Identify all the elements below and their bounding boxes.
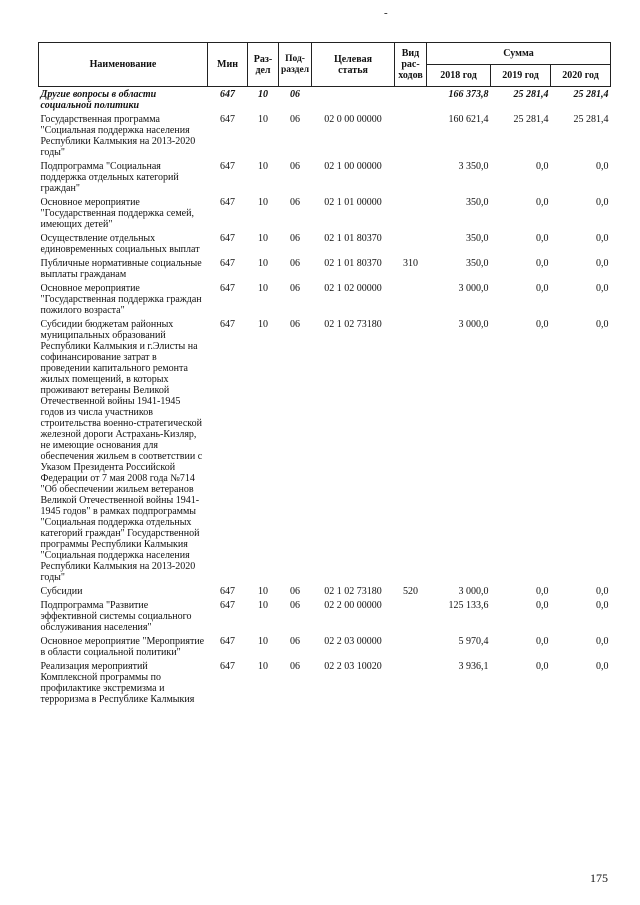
row-razdel: 10 xyxy=(258,114,268,125)
table-row xyxy=(39,159,611,195)
row-2019: 0,0 xyxy=(536,586,549,597)
row-2018: 3 350,0 xyxy=(458,161,489,172)
header-sum: Сумма xyxy=(427,43,611,65)
table-row xyxy=(39,598,611,634)
row-2018: 3 000,0 xyxy=(458,283,489,294)
top-mark: - xyxy=(384,7,388,19)
row-2020: 0,0 xyxy=(596,233,609,244)
row-vid: 310 xyxy=(403,258,418,269)
header-vid: Вид рас- ходов xyxy=(395,43,427,87)
row-podrazdel: 06 xyxy=(290,197,300,208)
row-razdel: 10 xyxy=(258,89,268,100)
row-razdel: 10 xyxy=(258,283,268,294)
row-podrazdel: 06 xyxy=(290,114,300,125)
row-vid xyxy=(395,87,427,113)
row-target: 02 1 02 00000 xyxy=(324,283,382,294)
table-row xyxy=(39,231,611,256)
row-2018: 3 000,0 xyxy=(458,319,489,330)
row-name: Субсидии xyxy=(40,586,83,597)
row-target: 02 1 01 80370 xyxy=(324,233,382,244)
row-podrazdel: 06 xyxy=(290,600,300,611)
row-2020: 0,0 xyxy=(596,319,609,330)
row-2019: 0,0 xyxy=(536,197,549,208)
row-target: 02 1 02 73180 xyxy=(324,586,382,597)
row-2019: 25 281,4 xyxy=(513,89,549,100)
row-2018: 166 373,8 xyxy=(448,89,489,100)
row-razdel: 10 xyxy=(258,197,268,208)
row-2020: 0,0 xyxy=(596,258,609,269)
row-podrazdel: 06 xyxy=(290,233,300,244)
row-2020: 25 281,4 xyxy=(573,114,609,125)
row-min: 647 xyxy=(220,233,235,244)
row-target: 02 2 00 00000 xyxy=(324,600,382,611)
row-target: 02 1 01 80370 xyxy=(324,258,382,269)
row-2019: 25 281,4 xyxy=(513,114,549,125)
header-target: Целевая статья xyxy=(312,43,395,87)
table-row xyxy=(39,634,611,659)
header-name: Наименование xyxy=(39,43,208,87)
row-2018: 350,0 xyxy=(466,197,489,208)
row-name: Основное мероприятие "Государственная поддержка семей, имеющих детей" xyxy=(40,197,194,230)
row-target: 02 1 00 00000 xyxy=(324,161,382,172)
table-row xyxy=(39,195,611,231)
row-podrazdel: 06 xyxy=(290,161,300,172)
header-min: Мин xyxy=(208,43,248,87)
header-year-2018: 2018 год xyxy=(427,65,491,87)
row-razdel: 10 xyxy=(258,319,268,330)
row-name: Основное мероприятие "Государственная поддержка граждан пожилого возраста" xyxy=(40,283,202,316)
row-razdel: 10 xyxy=(258,258,268,269)
row-vid xyxy=(395,598,427,634)
row-min: 647 xyxy=(220,114,235,125)
row-vid xyxy=(395,317,427,584)
table-body xyxy=(39,87,611,707)
row-target: 02 0 00 00000 xyxy=(324,114,382,125)
table-header xyxy=(39,43,611,87)
row-min: 647 xyxy=(220,636,235,647)
row-name: Субсидии бюджетам районных муниципальных образований Республики Калмыкия и г.Элисты на софинансирование затрат в проведении капитального ремонта жилых помещений, в которых проживают ветераны Великой Отечественной войны 1941-1945 годов из числа участников строительства военно-стратегической железной дороги Астрахань-Кизляр, не имеющие основания для обеспечения жильем в соответствии с Указом Президента Российской Федерации от 7 мая 2008 года №714 "Об обеспечении жильем ветеранов Великой Отечественной войны 1941-1945 годов" в рамках подпрограммы "Социальная поддержка отдельных категорий граждан" Государственной программы Республики Калмыкия "Социальная поддержка населения Республики Калмыкия на 2013-2020 годы" xyxy=(40,319,203,583)
row-vid xyxy=(395,159,427,195)
row-2020: 0,0 xyxy=(596,636,609,647)
table-row xyxy=(39,317,611,584)
row-min: 647 xyxy=(220,89,235,100)
row-target: 02 2 03 10020 xyxy=(324,661,382,672)
row-2018: 350,0 xyxy=(466,233,489,244)
row-target xyxy=(312,87,395,113)
row-target: 02 1 01 00000 xyxy=(324,197,382,208)
row-2019: 0,0 xyxy=(536,600,549,611)
row-min: 647 xyxy=(220,161,235,172)
row-vid xyxy=(395,112,427,159)
table-row xyxy=(39,659,611,706)
header-razdel: Раз- дел xyxy=(248,43,279,87)
row-2020: 0,0 xyxy=(596,283,609,294)
row-2020: 0,0 xyxy=(596,661,609,672)
row-2020: 0,0 xyxy=(596,600,609,611)
row-2020: 0,0 xyxy=(596,161,609,172)
row-podrazdel: 06 xyxy=(290,258,300,269)
row-vid xyxy=(395,659,427,706)
row-2019: 0,0 xyxy=(536,233,549,244)
row-name: Основное мероприятие "Мероприятие в области социальной политики" xyxy=(40,636,205,658)
row-min: 647 xyxy=(220,319,235,330)
row-min: 647 xyxy=(220,258,235,269)
row-min: 647 xyxy=(220,661,235,672)
table-row xyxy=(39,256,611,281)
row-vid: 520 xyxy=(403,586,418,597)
row-podrazdel: 06 xyxy=(290,636,300,647)
row-min: 647 xyxy=(220,586,235,597)
budget-table-wrapper xyxy=(38,42,610,706)
row-name: Другие вопросы в области социальной политики xyxy=(40,89,157,111)
row-2019: 0,0 xyxy=(536,161,549,172)
row-name: Публичные нормативные социальные выплаты гражданам xyxy=(40,258,202,280)
header-year-2019: 2019 год xyxy=(491,65,551,87)
row-2020: 0,0 xyxy=(596,197,609,208)
row-name: Государственная программа "Социальная поддержка населения Республики Калмыкия на 2013-2020 годы" xyxy=(40,114,196,158)
row-target: 02 1 02 73180 xyxy=(324,319,382,330)
table-row xyxy=(39,584,611,598)
header-podrazdel: Под- раздел xyxy=(279,43,312,87)
row-2019: 0,0 xyxy=(536,258,549,269)
row-min: 647 xyxy=(220,197,235,208)
row-name: Подпрограмма "Социальная поддержка отдельных категорий граждан" xyxy=(40,161,179,194)
row-2020: 25 281,4 xyxy=(573,89,609,100)
row-2020: 0,0 xyxy=(596,586,609,597)
page-number: 175 xyxy=(590,871,608,885)
row-razdel: 10 xyxy=(258,586,268,597)
row-razdel: 10 xyxy=(258,233,268,244)
row-name: Осуществление отдельных единовременных социальных выплат xyxy=(40,233,200,255)
row-2018: 160 621,4 xyxy=(448,114,489,125)
row-min: 647 xyxy=(220,283,235,294)
row-2019: 0,0 xyxy=(536,661,549,672)
row-name: Подпрограмма "Развитие эффективной системы социального обслуживания населения" xyxy=(40,600,192,633)
row-min: 647 xyxy=(220,600,235,611)
row-podrazdel: 06 xyxy=(290,586,300,597)
row-razdel: 10 xyxy=(258,636,268,647)
row-target: 02 2 03 00000 xyxy=(324,636,382,647)
row-name: Реализация мероприятий Комплексной программы по профилактике экстремизма и терроризма в Республике Калмыкия xyxy=(40,661,195,705)
row-vid xyxy=(395,281,427,317)
row-2018: 3 000,0 xyxy=(458,586,489,597)
table-row xyxy=(39,87,611,113)
row-2019: 0,0 xyxy=(536,283,549,294)
row-vid xyxy=(395,634,427,659)
row-2018: 5 970,4 xyxy=(458,636,489,647)
row-podrazdel: 06 xyxy=(290,319,300,330)
row-vid xyxy=(395,231,427,256)
row-2019: 0,0 xyxy=(536,319,549,330)
row-razdel: 10 xyxy=(258,600,268,611)
row-vid xyxy=(395,195,427,231)
row-2018: 3 936,1 xyxy=(458,661,489,672)
row-2018: 125 133,6 xyxy=(448,600,489,611)
row-razdel: 10 xyxy=(258,661,268,672)
header-year-2020: 2020 год xyxy=(551,65,611,87)
table-row xyxy=(39,281,611,317)
table-row xyxy=(39,112,611,159)
row-2018: 350,0 xyxy=(466,258,489,269)
row-podrazdel: 06 xyxy=(290,661,300,672)
budget-table xyxy=(38,42,611,706)
row-podrazdel: 06 xyxy=(290,89,300,100)
row-2019: 0,0 xyxy=(536,636,549,647)
row-podrazdel: 06 xyxy=(290,283,300,294)
row-razdel: 10 xyxy=(258,161,268,172)
